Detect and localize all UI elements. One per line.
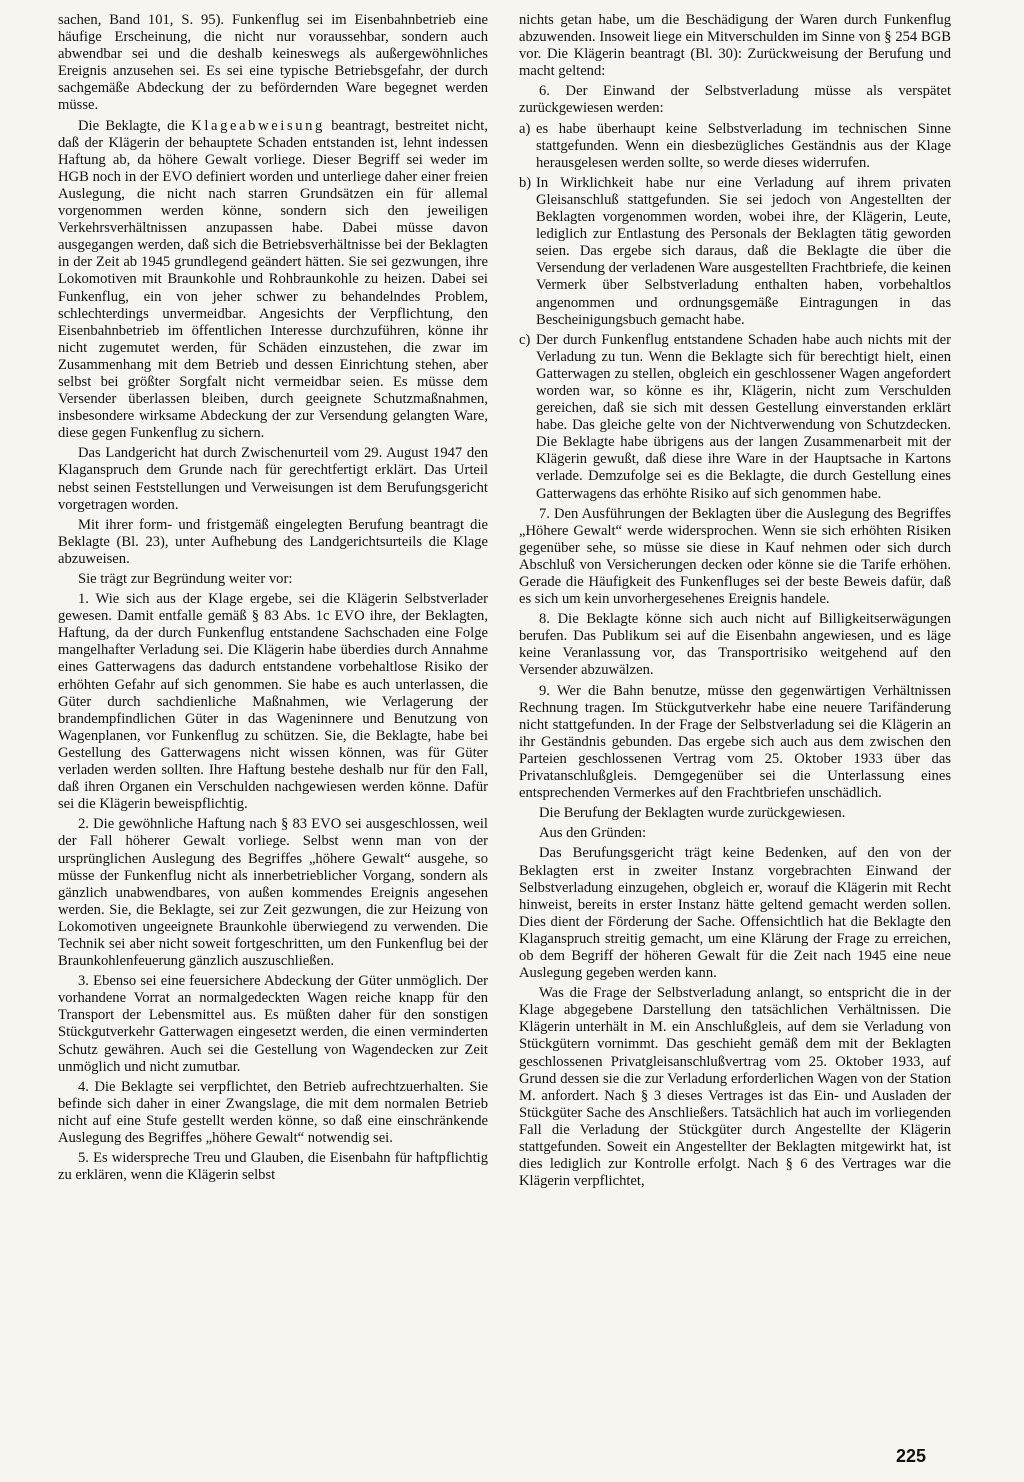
right-column	[519, 12, 951, 1193]
page-number: 225	[895, 1446, 926, 1466]
list-item-label: b)	[519, 174, 532, 191]
list-item-label: a)	[519, 120, 531, 137]
list-item	[519, 121, 951, 172]
paragraph: Das Landgericht hat durch Zwischenurteil vom 29. August 1947 den Klaganspruch dem Grunde nach für gerechtfertigt erklärt. Das Urteil nebst seinen Feststellungen und Verweisungen ist dem Berufungsgericht vorgetragen worden.	[58, 445, 488, 513]
paragraph-text: beantragt, bestreitet nicht, daß der Klägerin der behauptete Schaden entstanden ist, lehnt indessen Haftung ab, da höhere Gewalt vorliege. Dieser Begriff sei weder im HGB noch in der EVO definiert worden und unterliege daher einer freien Auslegung, die nicht nach starren Grundsätzen ein für allemal vorgenommen werden könne, sondern sich den jeweiligen Verkehrsverhältnissen anzupassen habe. Dabei müsse davon ausgegangen werden, daß sich die Betriebsverhältnisse bei der Beklagten in der Zeit ab 1945 grundlegend geändert hätten. Sie sei gezwungen, ihre Lokomotiven mit Braunkohle und Rohbraunkohle zu heizen. Dabei sei Funkenflug, ein von jeher schwer zu behandelndes Problem, schlechterdings unvermeidbar. Angesichts der Verpflichtung, den Eisenbahnbetrieb im öffentlichen Interesse durchzuführen, könne ihr nicht zugemutet werden, für Schäden einzustehen, die zwar im Zusammenhang mit dem Betrieb und dessen Einrichtung stehen, aber selbst bei größter Sorgfalt nicht vermeidbar seien. Es müsse dem Versender überlassen bleiben, durch geeignete Schutzmaßnahmen, insbesondere wirksame Abdeckung der zur Versendung gelangten Ware, diese gegen Funkenflug zu sichern.	[58, 117, 488, 442]
paragraph	[58, 118, 488, 443]
list-item	[519, 175, 951, 329]
paragraph: Sie trägt zur Begründung weiter vor:	[78, 571, 293, 587]
paragraph: Die Berufung der Beklagten wurde zurückgewiesen.	[539, 805, 846, 822]
paragraph: 4. Die Beklagte sei verpflichtet, den Betrieb aufrechtzuerhalten. Sie befinde sich daher in einer Zwangslage, die mit dem normalen Betrieb nicht auf eine Stufe gestellt werden könne, so daß eine einschränkende Auslegung des Begriffes „höhere Gewalt“ notwendig sei.	[58, 1078, 488, 1146]
emphasized-term: Klageabweisung	[191, 117, 325, 134]
paragraph: Mit ihrer form- und fristgemäß eingelegten Berufung beantragt die Beklagte (Bl. 23), unter Aufhebung des Landgerichtsurteils die Klage abzuweisen.	[58, 516, 488, 567]
paragraph: 6. Der Einwand der Selbstverladung müsse als verspätet zurückgewiesen werden:	[519, 83, 951, 117]
list-item-text: In Wirklichkeit habe nur eine Verladung auf ihrem privaten Gleisanschluß stattgefunden. Sie sei jedoch von Angestellten der Beklagten vorgenommen worden, wobei ihre, der Klägerin, Leute, lediglich zur Entlastung des Personals der Beklagten tätig geworden seien. Das ergebe sich daraus, daß die Beklagte die über die Versendung der verladenen Ware ausgestellten Frachtbriefe, die keinen Vermerk über Selbstverladung enthalten haben, vorbehaltlos angenommen und ordnungsgemäße Eintragungen in das Bescheinigungsbuch gemacht habe.	[536, 174, 951, 328]
paragraph-text: Die Beklagte, die	[78, 117, 192, 134]
paragraph: 9. Wer die Bahn benutze, müsse den gegenwärtigen Verhältnissen Rechnung tragen. Im Stückgutverkehr habe eine neuere Tarifänderung nicht stattgefunden. In der Frage der Selbstverladung sei die Klägerin an ihr Geständnis gebunden. Das ergebe sich auch aus dem zwischen den Parteien geschlossenen Vertrag vom 25. Oktober 1933 über das Privatanschlußgleis. Demgegenüber sei die Unterlassung eines entsprechenden Vermerkes auf den Frachtbriefen unschädlich.	[519, 682, 951, 802]
paragraph: Das Berufungsgericht trägt keine Bedenken, auf den von der Beklagten erst in zweiter Instanz vorgebrachten Einwand der Selbstverladung einzugehen, obgleich er, worauf die Klägerin mit Recht hinweist, bereits in erster Instanz hätte geltend gemacht werden sollen. Dies dient der Förderung der Sache. Offensichtlich hat die Beklagte den Klaganspruch streitig gemacht, um eine Klärung der Frage zu erreichen, ob dem Begriff der höheren Gewalt für die Zeit nach 1945 eine neue Auslegung gegeben werden kann.	[519, 845, 951, 982]
paragraph: 2. Die gewöhnliche Haftung nach § 83 EVO sei ausgeschlossen, weil der Fall höherer Gewalt vorliege. Selbst wenn man von der ursprünglichen Auslegung des Begriffes „höhere Gewalt“ ausgehe, so müsse der Funkenflug nicht als innerbetrieblicher Vorgang, sondern als gänzlich unabwendbares, von außen kommendes Ereignis angesehen werden. Sie, die Beklagte, sei zur Zeit gezwungen, die zur Heizung von Lokomotiven ungeeignete Braunkohle überwiegend zu verwenden. Die Technik sei aber nicht soweit fortgeschritten, um den Funkenflug bei der Braunkohlenfeuerung gänzlich auszuschließen.	[58, 816, 488, 970]
paragraph: 5. Es widerspreche Treu und Glauben, die Eisenbahn für haftpflichtig zu erklären, wenn die Klägerin selbst	[58, 1150, 488, 1184]
paragraph: 3. Ebenso sei eine feuersichere Abdeckung der Güter unmöglich. Der vorhandene Vorrat an normalgedeckten Wagen reiche knapp für den Transport der Lebensmittel aus. Es müßten daher für den sonstigen Stückgutverkehr Gatterwagen eingesetzt werden, die einen verminderten Schutz gewähren. Auch sei die Gestellung von Wagendecken zur Zeit unmöglich und nicht zumutbar.	[58, 973, 488, 1075]
paragraph: 1. Wie sich aus der Klage ergebe, sei die Klägerin Selbstverlader gewesen. Damit entfalle gemäß § 83 Abs. 1c EVO ihre, der Beklagten, Haftung, da der durch Funkenflug entstandene Sachschaden eine Folge mangelhafter Verladung sei. Die Klägerin habe überdies durch Annahme eines Gatterwagens das dadurch entstandene vorbehaltlose Risiko der erhöhten Gefahr auf sich genommen. Sie habe es auch unterlassen, die Güter durch sachdienliche Maßnahmen, wie Verlagerung der brandempfindlichen Güter in das Wageninnere und Benutzung von Wagenplanen, vor Funkenflug zu schützen. Sie, die Beklagte, habe bei Gestellung des Gatterwagens nicht wissen können, was für Güter verladen werden sollten. Ihre Haftung bestehe deshalb nur für den Fall, daß ihren Organen ein Verschulden nachgewiesen werden könne. Dafür sei die Klägerin beweispflichtig.	[58, 591, 488, 813]
list-item	[519, 332, 951, 503]
list-item-label: c)	[519, 331, 531, 348]
paragraph: nichts getan habe, um die Beschädigung der Waren durch Funkenflug abzuwenden. Insoweit liege ein Mitverschulden im Sinne von § 254 BGB vor. Die Klägerin beantragt (Bl. 30): Zurückweisung der Berufung und macht geltend:	[519, 12, 951, 80]
list-item-text: es habe überhaupt keine Selbstverladung im technischen Sinne stattgefunden. Wenn ein diesbezügliches Geständnis aus der Klage herausgelesen werden sollte, so werde dieses widerrufen.	[536, 120, 951, 171]
paragraph: 8. Die Beklagte könne sich auch nicht auf Billigkeitserwägungen berufen. Das Publikum sei auf die Eisenbahn angewiesen, und es läge keine Veranlassung vor, das Transportrisiko weitgehend auf den Versender abzuwälzen.	[519, 611, 951, 679]
list-item-text: Der durch Funkenflug entstandene Schaden habe auch nichts mit der Verladung zu tun. Wenn die Beklagte sich für berechtigt hielt, einen Gatterwagen zu stellen, obgleich ein geschlossener Wagen angefordert worden war, so könne es ihr, Klägerin, nicht zum Verschulden gereichen, daß sie sich mit dessen Gestellung einverstanden erklärt habe. Das gleiche gelte von der Nichtverwendung von Schutzdecken. Die Beklagte habe übrigens aus der langen Zusammenarbeit mit der Klägerin gewußt, daß diese ihre Ware in der Hauptsache in Kartons verlade. Demzufolge sei es die Beklagte, die durch Gestellung eines Gatterwagens das erhöhte Risiko auf sich genommen habe.	[536, 331, 951, 502]
paragraph: 7. Den Ausführungen der Beklagten über die Auslegung des Begriffes „Höhere Gewalt“ werde widersprochen. Wenn sie sich erhöhten Risiken gegenüber sehe, so müsse sie diese in Kauf nehmen oder sich durch Abschluß von Versicherungen decken oder könne sie die Tarife erhöhen. Gerade die Häufigkeit des Funkenfluges sei der beste Beweis dafür, daß es sich um kein unvorhergesehenes Ereignis handele.	[519, 505, 951, 608]
left-column	[58, 12, 488, 1187]
paragraph: sachen, Band 101, S. 95). Funkenflug sei im Eisenbahnbetrieb eine häufige Erscheinung, die nicht nur voraussehbar, sondern auch abwendbar sei und die deshalb keineswegs als außergewöhnliches Ereignis anzusehen sei. Es sei eine typische Betriebsgefahr, der durch sachgemäße Abdeckung der zu befördernden Ware begegnet werden müsse.	[58, 12, 488, 114]
paragraph: Aus den Gründen:	[539, 825, 647, 842]
paragraph: Was die Frage der Selbstverladung anlangt, so entspricht die in der Klage abgegebene Darstellung den tatsächlichen Verhältnissen. Die Klägerin unterhält in M. ein Anschlußgleis, auf dem sie Verladung von Stückgütern vornimmt. Das geschieht gemäß dem mit der Beklagten geschlossenen Privatgleisanschlußvertrag vom 25. Oktober 1933, auf Grund dessen sie die zur Verladung erforderlichen Wagen von der Station M. anfordert. Nach § 3 dieses Vertrages ist das Ein- und Ausladen der Stückgüter Sache des Anschließers. Tatsächlich hat auch im vorliegenden Fall die Verladung der Stückgüter durch Angestellte der Klägerin stattgefunden. Soweit ein Angestellter der Beklagten mitgewirkt hat, ist dies lediglich zur Kontrolle erfolgt. Nach § 6 des Vertrages war die Klägerin verpflichtet,	[519, 985, 951, 1190]
